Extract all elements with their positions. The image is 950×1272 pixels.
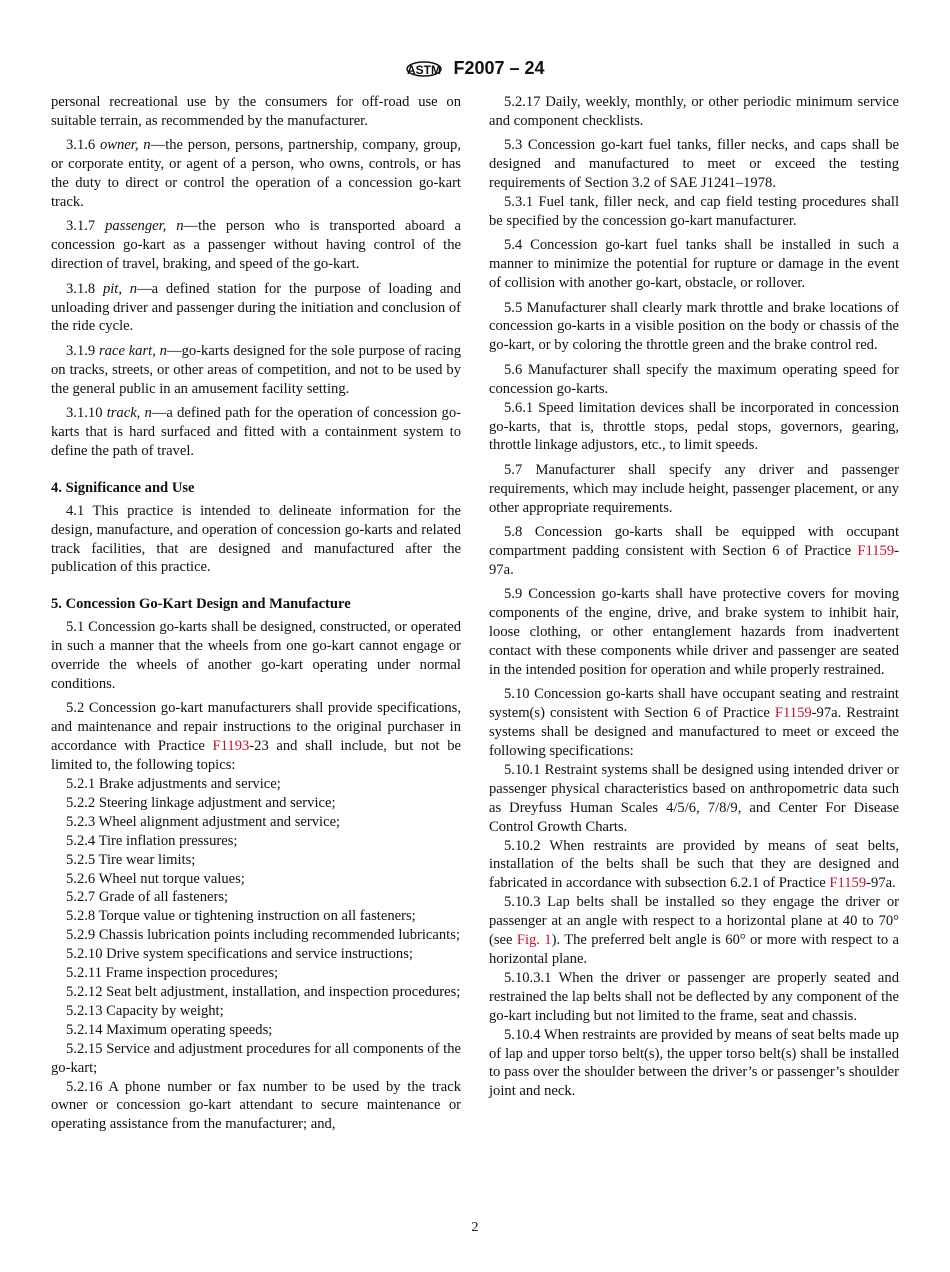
paragraph <box>51 945 461 964</box>
text-run: -23 and shall include, but not be limited to, the following topics: <box>51 738 461 774</box>
document-designation: F2007 – 24 <box>453 57 545 78</box>
defined-term: passenger, n <box>105 218 184 235</box>
text-run: 3.1.7 <box>66 218 106 235</box>
paragraph <box>51 964 461 983</box>
reference-link[interactable]: F1159 <box>829 875 867 892</box>
text-run: 5.1 Concession go-karts shall be designed, constructed, or operated in such a manner that the wheels from one go-kart cannot engage or override the wheels of another go-kart operating under normal conditions. <box>51 619 461 692</box>
paragraph <box>51 926 461 945</box>
text-run: 5.3.1 Fuel tank, filler neck, and cap field testing procedures shall be specified by the concession go-kart manufacturer. <box>489 194 899 229</box>
text-run: —a defined path for the operation of concession go-karts that is hard surfaced and fitted with a containment system to define the path of travel. <box>51 405 461 459</box>
text-run: 5.2.15 Service and adjustment procedures for all components of the go-kart; <box>51 1040 461 1076</box>
text-run: 5.3 Concession go-kart fuel tanks, filler necks, and caps shall be designed and manufactured to meet or exceed the testing requirements of Section 3.2 of SAE J1241–1978. <box>489 137 899 192</box>
reference-link[interactable]: Fig. 1 <box>516 932 552 949</box>
text-run: 5.2.13 Capacity by weight; <box>66 1002 224 1019</box>
text-run: 5.5 Manufacturer shall clearly mark throttle and brake locations of concession go-karts in a visible position on the body or chassis of the go-kart, or by coloring the throttle green and the brake control red. <box>489 299 899 354</box>
paragraph <box>489 399 899 456</box>
text-run: 5.10.4 When restraints are provided by means of seat belts made up of lap and upper torso belt(s), the upper torso belt(s) shall be installed to pass over the shoulder between the driver’s or passenger’s shoulder joint and neck. <box>489 1026 899 1100</box>
text-run: 5.2.4 Tire inflation pressures; <box>66 832 238 849</box>
text-run: personal recreational use by the consumers for off-road use on suitable terrain, as recommended by the manufacturer. <box>51 94 461 129</box>
defined-term: owner, n <box>99 137 151 154</box>
text-run: 5.2.2 Steering linkage adjustment and service; <box>66 794 336 811</box>
text-run: 5.2.3 Wheel alignment adjustment and service; <box>66 813 341 830</box>
paragraph <box>51 1078 461 1135</box>
text-run: 5.10 Concession go-karts shall have occupant seating and restraint system(s) consistent with Section 6 of Practice <box>489 686 899 722</box>
astm-logo-icon <box>405 54 443 82</box>
paragraph <box>489 93 899 131</box>
paragraph <box>489 523 899 580</box>
text-run: -97a. <box>489 542 899 578</box>
text-run: 5.4 Concession go-kart fuel tanks shall be installed in such a manner to minimize the potential for rupture or damage in the event of collision with another go-kart, obstacle, or rollover. <box>489 237 899 292</box>
paragraph <box>51 217 461 274</box>
text-run: -97a. <box>866 875 896 892</box>
paragraph <box>51 93 461 131</box>
text-run: -97a. Restraint systems shall be designed and manufactured to meet or exceed the following specifications: <box>489 705 900 759</box>
paragraph <box>51 813 461 832</box>
paragraph <box>51 1021 461 1040</box>
text-run: 5.6 Manufacturer shall specify the maximum operating speed for concession go-karts. <box>489 361 899 397</box>
text-run: 5.2.17 Daily, weekly, monthly, or other periodic minimum service and component checklists. <box>489 94 899 129</box>
paragraph <box>489 193 899 231</box>
text-run: 5.10.3 Lap belts shall be installed so they engage the driver or passenger at an angle with respect to a horizontal plane at 40 to 70° (see <box>489 894 899 949</box>
defined-term: pit, n <box>102 280 138 297</box>
text-run: 4.1 This practice is intended to delineate information for the design, manufacture, and operation of concession go-karts and related track facilities, that are designed and manufactured after the publication of this practice. <box>51 502 461 576</box>
page-header <box>0 54 950 84</box>
text-run: 5.2.14 Maximum operating speeds; <box>66 1021 273 1038</box>
paragraph <box>51 870 461 889</box>
paragraph <box>489 585 899 680</box>
text-run: 5.10.1 Restraint systems shall be designed using intended driver or passenger physical characteristics based on anthropometric data such as Dreyfuss Human Scales 4/5/6, 7/8/9, and Center For Disease Control Growth Charts. <box>489 761 899 835</box>
text-run: 5.2.5 Tire wear limits; <box>66 851 196 868</box>
reference-link[interactable]: F1193 <box>212 738 250 755</box>
text-run: 5.8 Concession go-karts shall be equipped with occupant compartment padding consistent with Section 6 of Practice <box>489 524 899 559</box>
text-run: 5.7 Manufacturer shall specify any driver and passenger requirements, which may include height, passenger placement, or any other appropriate requirements. <box>489 461 899 516</box>
text-run: —a defined station for the purpose of loading and unloading driver and passenger during the initiation and conclusion of the ride cycle. <box>51 280 461 335</box>
paragraph <box>51 775 461 794</box>
paragraph <box>51 1040 461 1078</box>
defined-term: race kart, n <box>98 342 167 359</box>
reference-link[interactable]: F1159 <box>857 542 895 559</box>
text-run: 5.2.7 Grade of all fasteners; <box>66 889 229 906</box>
paragraph <box>489 1026 899 1102</box>
paragraph <box>489 236 899 293</box>
paragraph <box>51 907 461 926</box>
paragraph <box>489 969 899 1026</box>
text-run: 5.10.3.1 When the driver or passenger are properly seated and restrained the lap belts shall not be deflected by any component of the go-kart including but not limited to the frame, seat and chassis. <box>489 969 899 1024</box>
right-column <box>489 93 899 1101</box>
paragraph <box>489 685 899 761</box>
paragraph <box>51 794 461 813</box>
text-run: —the person who is transported aboard a concession go-kart as a passenger without having control of the direction of travel, braking, and speed of the go-kart. <box>51 218 462 273</box>
text-run: 5.2.6 Wheel nut torque values; <box>66 870 245 887</box>
paragraph <box>51 342 461 399</box>
text-run: 3.1.6 <box>66 137 100 154</box>
text-run: 5.2.16 A phone number or fax number to be used by the track owner or concession go-kart attendant to secure maintenance or operating assistance from the manufacturer; and, <box>51 1078 461 1133</box>
paragraph <box>51 983 461 1002</box>
paragraph <box>51 1002 461 1021</box>
paragraph <box>51 851 461 870</box>
text-run: 3.1.10 <box>66 405 107 422</box>
text-run: ). The preferred belt angle is 60° or more with respect to a horizontal plane. <box>489 932 899 967</box>
paragraph <box>51 502 461 578</box>
text-run: —go-karts designed for the sole purpose of racing on tracks, streets, or other areas of competition, and not to be used by the general public in an amusement facility setting. <box>51 342 461 397</box>
text-run: 5.2.10 Drive system specifications and service instructions; <box>66 946 413 963</box>
svg-text:ASTM: ASTM <box>407 63 442 77</box>
paragraph <box>51 888 461 907</box>
text-run: 5.2.1 Brake adjustments and service; <box>66 776 281 792</box>
paragraph <box>489 299 899 356</box>
paragraph <box>51 618 461 694</box>
text-run: 5.2.12 Seat belt adjustment, installation, and inspection procedures; <box>66 983 461 1000</box>
paragraph <box>489 761 899 837</box>
defined-term: track, n <box>106 405 152 422</box>
page-number: 2 <box>471 1220 479 1235</box>
section-heading <box>51 595 461 614</box>
paragraph <box>51 699 461 775</box>
text-run: 3.1.9 <box>66 342 99 359</box>
paragraph <box>489 461 899 518</box>
paragraph <box>489 136 899 193</box>
text-run: —the person, persons, partnership, company, group, or corporate entity, or agent of a person, who owns, controls, or has the duty to direct or control the operation of a concession go-kart track. <box>51 137 461 211</box>
paragraph <box>51 832 461 851</box>
text-run: 5.6.1 Speed limitation devices shall be incorporated in concession go-karts, that is, throttle stops, pedal stops, governors, gearing, throttle linkage adjustors, etc., to limit speeds. <box>489 399 899 454</box>
paragraph <box>51 404 461 461</box>
paragraph <box>489 893 899 969</box>
paragraph <box>489 837 899 894</box>
text-run: 5.2.8 Torque value or tightening instruction on all fasteners; <box>66 908 416 925</box>
reference-link[interactable]: F1159 <box>774 705 812 722</box>
text-run: 3.1.8 <box>66 280 103 297</box>
text-run: 5.2.9 Chassis lubrication points including recommended lubricants; <box>66 927 460 944</box>
paragraph <box>489 361 899 399</box>
text-run: 5.9 Concession go-karts shall have protective covers for moving components of the engine, drive, and brake system to inhibit hair, loose clothing, or other entanglement hazards from inadvertent contact with these components while driver and passenger are seated in the intended position for operation and while properly restrained. <box>489 586 899 678</box>
text-run: 4. Significance and Use <box>51 479 195 496</box>
paragraph <box>51 280 461 337</box>
text-run: 5.2 Concession go-kart manufacturers shall provide specifications, and maintenance and repair instructions to the original purchaser in accordance with Practice <box>51 700 461 755</box>
text-run: 5.2.11 Frame inspection procedures; <box>66 965 279 982</box>
left-column <box>51 93 461 1134</box>
text-run: 5.10.2 When restraints are provided by means of seat belts, installation of the belts shall be such that they are designed and fabricated in accordance with subsection 6.2.1 of Practice <box>489 837 899 892</box>
paragraph <box>51 136 461 212</box>
text-run: 5. Concession Go-Kart Design and Manufacture <box>51 596 351 613</box>
section-heading <box>51 479 461 498</box>
